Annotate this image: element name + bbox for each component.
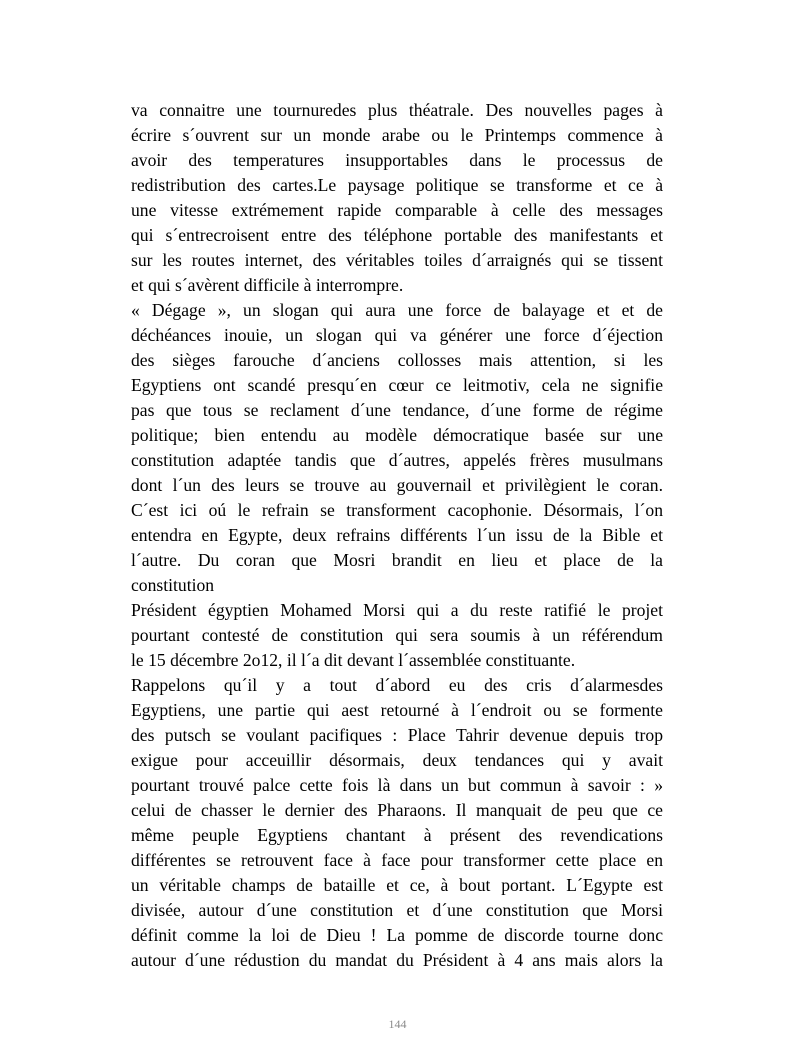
text-line: pourtant contesté de constitution qui sera soumis à un référendum xyxy=(131,625,663,645)
text-line: des sièges farouche d´anciens collosses mais attention, si les xyxy=(131,350,663,370)
text-line: l´autre. Du coran que Mosri brandit en lieu et place de la xyxy=(131,550,663,570)
text-line: va connaitre une tournuredes plus théatrale. Des nouvelles pages à xyxy=(131,100,663,120)
text-line: redistribution des cartes.Le paysage politique se transforme et ce à xyxy=(131,175,663,195)
text-line: politique; bien entendu au modèle démocratique basée sur une xyxy=(131,425,663,445)
text-line: sur les routes internet, des véritables toiles d´arraignés qui se tissent xyxy=(131,250,663,270)
text-line: constitution adaptée tandis que d´autres, appelés frères musulmans xyxy=(131,450,663,470)
text-line: des putsch se voulant pacifiques : Place Tahrir devenue depuis trop xyxy=(131,725,663,745)
text-line: définit comme la loi de Dieu ! La pomme de discorde tourne donc xyxy=(131,925,663,945)
text-line: divisée, autour d´une constitution et d´une constitution que Morsi xyxy=(131,900,663,920)
text-line: constitution xyxy=(131,575,215,595)
text-line: exigue pour acceuillir désormais, deux tendances qui y avait xyxy=(131,750,663,770)
text-line: dont l´un des leurs se trouve au gouvernail et privilègient le coran. xyxy=(131,475,663,495)
text-line: pas que tous se reclament d´une tendance, d´une forme de régime xyxy=(131,400,663,420)
text-line: C´est ici oú le refrain se transforment cacophonie. Désormais, l´on xyxy=(131,500,663,520)
text-line: autour d´une rédustion du mandat du Président à 4 ans mais alors la xyxy=(131,950,663,970)
text-line: avoir des temperatures insupportables dans le processus de xyxy=(131,150,663,170)
text-line: Président égyptien Mohamed Morsi qui a du reste ratifié le projet xyxy=(131,600,663,620)
page-number: 144 xyxy=(388,1017,407,1031)
text-line: celui de chasser le dernier des Pharaons. Il manquait de peu que ce xyxy=(131,800,663,820)
text-line: une vitesse extrémement rapide comparable à celle des messages xyxy=(131,200,663,220)
text-line: le 15 décembre 2o12, il l´a dit devant l´assemblée constituante. xyxy=(131,650,576,670)
text-line: un véritable champs de bataille et ce, à bout portant. L´Egypte est xyxy=(131,875,663,895)
text-line: Egyptiens ont scandé presqu´en cœur ce leitmotiv, cela ne signifie xyxy=(131,375,663,395)
text-line: déchéances inouie, un slogan qui va générer une force d´éjection xyxy=(131,325,663,345)
text-line: différentes se retrouvent face à face pour transformer cette place en xyxy=(131,850,663,870)
text-line: entendra en Egypte, deux refrains différents l´un issu de la Bible et xyxy=(131,525,663,545)
body-text xyxy=(131,98,663,973)
text-line: Egyptiens, une partie qui aest retourné à l´endroit ou se formente xyxy=(131,700,663,720)
text-line: écrire s´ouvrent sur un monde arabe ou le Printemps commence à xyxy=(131,125,663,145)
text-line: même peuple Egyptiens chantant à présent des revendications xyxy=(131,825,663,845)
text-line: Rappelons qu´il y a tout d´abord eu des cris d´alarmesdes xyxy=(131,675,663,695)
text-line: qui s´entrecroisent entre des téléphone portable des manifestants et xyxy=(131,225,663,245)
text-line: pourtant trouvé palce cette fois là dans un but commun à savoir : » xyxy=(131,775,663,795)
text-line: et qui s´avèrent difficile à interrompre. xyxy=(131,275,404,295)
text-line: « Dégage », un slogan qui aura une force de balayage et et de xyxy=(131,300,663,320)
